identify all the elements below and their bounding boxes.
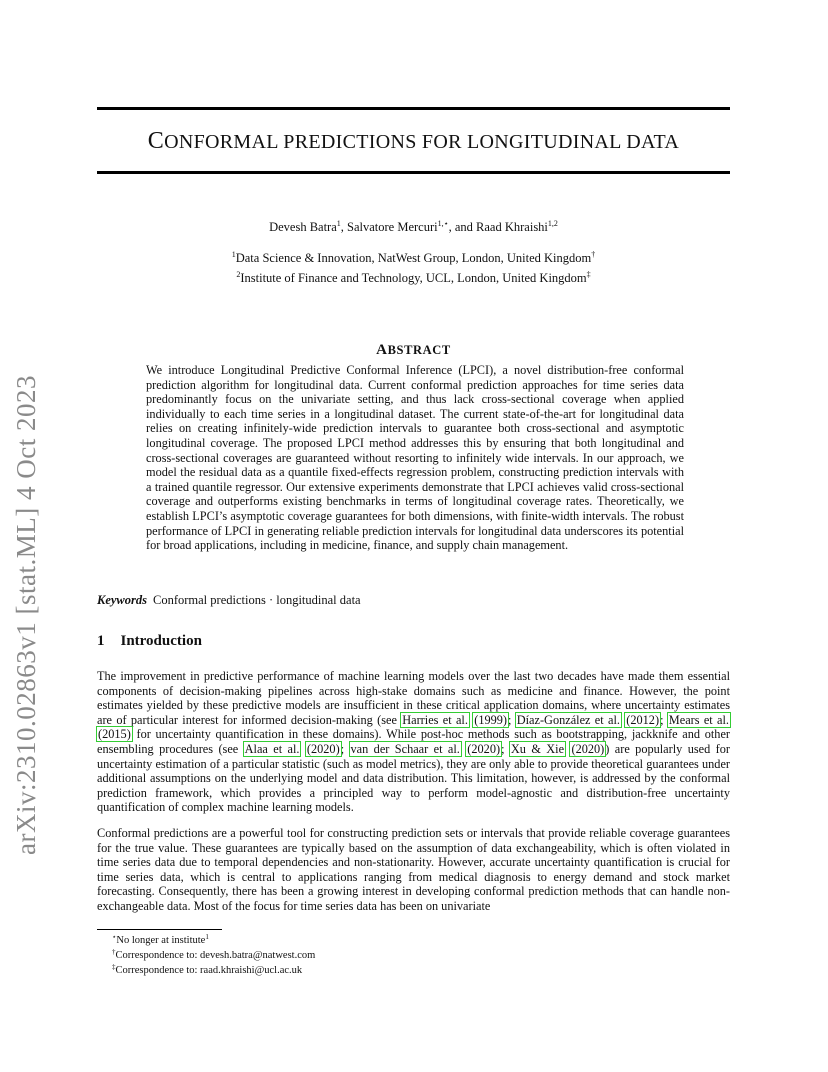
paper-title xyxy=(97,128,730,155)
section-number: 1 xyxy=(97,633,105,649)
title-first-letter: C xyxy=(147,128,165,154)
citation-link[interactable]: Mears et al. xyxy=(668,712,729,727)
citation-year-link[interactable]: (2012) xyxy=(626,712,660,727)
citation-year-link[interactable]: (2015) xyxy=(98,727,131,742)
abstract-heading xyxy=(97,342,730,359)
paragraph-text: ) are popularly used for uncertainty estimation of a particular statistic (such as model metrics), they are only able to provide theoretical guarantees under additional assumptions on the underlying model and data distribution. This limitation, however, is addressed by the conformal prediction framework, which provides a principled way to perform model-agnostic and distribution-free uncertainty quantification of complex machine learning models. xyxy=(97,741,730,815)
keywords-line xyxy=(97,593,730,608)
title-rule-top xyxy=(97,107,730,110)
paragraph-text: The improvement in predictive performance of machine learning models over the last two decades have made them essential components of decision-making pipelines across high-stake domains such as medicine and finance. However, the point estimates yielded by these predictive models are insufficient in these critical application domains, where uncertainty estimates are of particular interest for informed decision-making (see xyxy=(97,669,730,727)
citation-link[interactable]: van der Schaar et al. xyxy=(350,741,460,756)
title-rule-bottom xyxy=(97,171,730,174)
author-list xyxy=(97,220,730,235)
citation-link[interactable]: Díaz-González et al. xyxy=(516,712,620,727)
paragraph-text: for uncertainty quantification in these domains). While post-hoc methods such as bootstrapping, jackknife and other ensembling procedures (see xyxy=(97,727,730,756)
footnote-2 xyxy=(112,948,315,963)
affiliation-sup: 1 xyxy=(231,250,236,259)
keywords-label: Keywords xyxy=(97,593,147,607)
abstract-heading-first: A xyxy=(376,342,388,358)
footnote-rule xyxy=(97,929,222,930)
affiliation-text: Data Science & Innovation, NatWest Group, London, United Kingdom xyxy=(235,251,592,265)
footnote-text: No longer at institute xyxy=(116,935,206,946)
citation-year-link[interactable]: (1999) xyxy=(474,712,508,727)
footnote-mark: ⋆ xyxy=(112,933,117,941)
footnotes xyxy=(112,933,315,978)
paragraph-text: ; xyxy=(340,741,350,756)
author-affil-sup: 1 xyxy=(336,219,341,228)
footnote-text: Correspondence to: raad.khraishi@ucl.ac.uk xyxy=(115,965,303,976)
section-heading xyxy=(97,633,202,650)
citation-year-link[interactable]: (2020) xyxy=(306,741,340,756)
footnote-1 xyxy=(112,933,315,948)
intro-paragraph-2: Conformal predictions are a powerful tool for constructing prediction sets or intervals that provide reliable coverage guarantees for the true value. These guarantees are typically based on the assumption of data exchangeability, which is often violated in time series data due to temporal dependencies and non-stationarity. However, accurate uncertainty quantification is crucial for time series data, which is central to applications ranging from medical diagnosis to energy demand and stock market forecasting. Consequently, there has been a growing interest in developing conformal prediction methods that can handle non-exchangeable data. Most of the focus for time series data has been on univariate xyxy=(97,826,730,913)
author-name: Devesh Batra xyxy=(269,220,337,234)
arxiv-stamp: arXiv:2310.02863v1 [stat.ML] 4 Oct 2023 xyxy=(11,375,41,855)
citation-year-link[interactable]: (2020) xyxy=(467,741,501,756)
citation-year-link[interactable]: (2020) xyxy=(571,741,605,756)
author-name: , and Raad Khraishi xyxy=(448,220,548,234)
footnote-mark: † xyxy=(112,948,116,956)
title-rest: ONFORMAL PREDICTIONS FOR LONGITUDINAL DATA xyxy=(164,131,680,153)
paragraph-text: ; xyxy=(501,741,510,756)
affiliation-text: Institute of Finance and Technology, UCL, London, United Kingdom xyxy=(240,271,587,285)
citation-link[interactable]: Xu & Xie xyxy=(510,741,565,756)
section-title: Introduction xyxy=(120,633,202,649)
affiliation-1 xyxy=(97,251,730,266)
affiliation-sup: 2 xyxy=(236,270,241,279)
affiliation-mark: † xyxy=(591,250,596,259)
paragraph-text: ; xyxy=(508,712,516,727)
citation-link[interactable]: Harries et al. xyxy=(402,712,468,727)
abstract-body: We introduce Longitudinal Predictive Conformal Inference (LPCI), a novel distribution-free conformal prediction algorithm for longitudinal data. Current conformal prediction approaches for time series data predominantly focus on the univariate setting, and thus lack cross-sectional coverage when applied individually to each time series in a longitudinal dataset. The current state-of-the-art for longitudinal data relies on creating infinitely-wide prediction intervals to guarantee both cross-sectional and asymptotic longitudinal coverage. The proposed LPCI method addresses this by ensuring that both longitudinal and cross-sectional coverages are guaranteed without resorting to infinitely wide intervals. In our approach, we model the residual data as a quantile fixed-effects regression problem, constructing prediction intervals with a trained quantile regressor. Our extensive experiments demonstrate that LPCI achieves valid cross-sectional coverage and outperforms existing benchmarks in terms of longitudinal coverage rates. Theoretically, we establish LPCI’s asymptotic coverage guarantees for both dimensions, with finite-width intervals. The robust performance of LPCI in generating reliable prediction intervals for longitudinal data underscores its potential for broad applications, including in medicine, finance, and supply chain management. xyxy=(146,363,684,553)
author-affil-sup: 1,⋆ xyxy=(437,219,449,228)
author-affil-sup: 1,2 xyxy=(547,219,558,228)
intro-paragraph-1 xyxy=(97,669,730,815)
footnote-mark: ‡ xyxy=(112,963,116,971)
citation-link[interactable]: Alaa et al. xyxy=(244,741,300,756)
footnote-3 xyxy=(112,963,315,978)
paragraph-text: ; xyxy=(660,712,668,727)
abstract-heading-rest: BSTRACT xyxy=(387,343,451,357)
footnote-text: Correspondence to: devesh.batra@natwest.com xyxy=(115,950,316,961)
footnote-trail: 1 xyxy=(205,933,209,941)
author-name: , Salvatore Mercuri xyxy=(340,220,438,234)
affiliation-mark: ‡ xyxy=(586,270,591,279)
affiliation-2 xyxy=(97,271,730,286)
keywords-text: Conformal predictions · longitudinal data xyxy=(153,593,361,607)
